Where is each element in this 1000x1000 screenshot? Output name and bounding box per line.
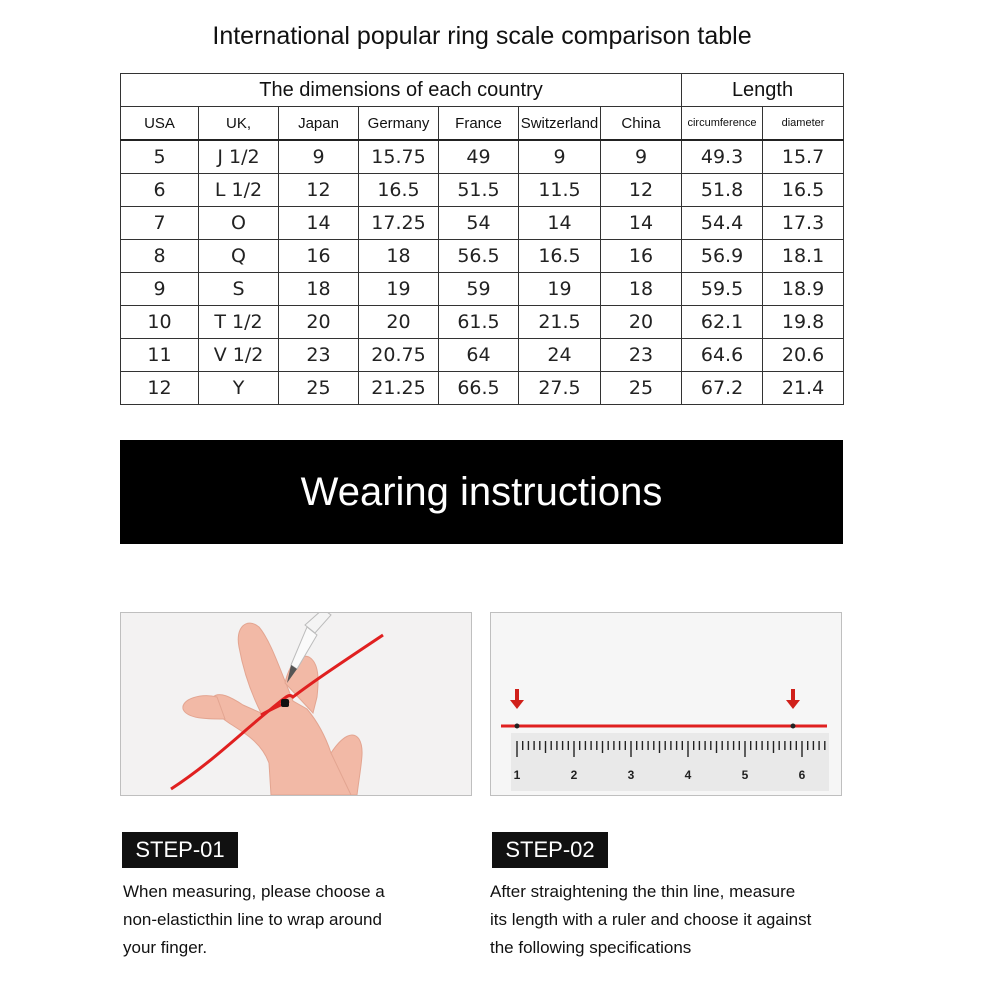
table-cell: 15.7: [763, 140, 844, 174]
table-cell: J 1/2: [199, 140, 279, 174]
table-cell: 16.5: [763, 174, 844, 207]
ruler-number: 5: [741, 768, 749, 782]
table-cell: 64: [439, 339, 519, 372]
table-cell: 54: [439, 207, 519, 240]
table-cell: 12: [601, 174, 682, 207]
table-cell: 9: [519, 140, 601, 174]
table-cell: 12: [121, 372, 199, 405]
table-cell: 20.75: [359, 339, 439, 372]
page-title: International popular ring scale comparison table: [212, 22, 752, 50]
group-header-length: Length: [682, 74, 844, 107]
table-cell: 16: [601, 240, 682, 273]
table-row: [121, 240, 844, 273]
ring-size-table: [120, 73, 844, 405]
step-01-label: STEP-01: [122, 832, 238, 868]
column-header: Japan: [279, 107, 359, 141]
table-cell: 20: [359, 306, 439, 339]
end-arrow-icon: [786, 689, 800, 729]
table-cell: 19: [519, 273, 601, 306]
table-cell: 9: [601, 140, 682, 174]
table-cell: 59: [439, 273, 519, 306]
table-cell: 18.1: [763, 240, 844, 273]
table-cell: 25: [279, 372, 359, 405]
ruler-number: 2: [570, 768, 578, 782]
table-cell: 18: [359, 240, 439, 273]
table-cell: Q: [199, 240, 279, 273]
table-cell: 14: [601, 207, 682, 240]
table-cell: 14: [519, 207, 601, 240]
table-row: [121, 140, 844, 174]
table-cell: O: [199, 207, 279, 240]
table-body: [121, 140, 844, 405]
table-cell: 16.5: [519, 240, 601, 273]
table-cell: 24: [519, 339, 601, 372]
table-cell: 6: [121, 174, 199, 207]
step-01-line: non-elasticthin line to wrap around: [123, 910, 382, 929]
column-header: diameter: [763, 107, 844, 141]
table-cell: 9: [121, 273, 199, 306]
table-cell: V 1/2: [199, 339, 279, 372]
table-cell: 21.4: [763, 372, 844, 405]
table-cell: 5: [121, 140, 199, 174]
column-header: China: [601, 107, 682, 141]
wearing-instructions-banner: Wearing instructions: [120, 440, 843, 544]
column-header: circumference: [682, 107, 763, 141]
table-cell: 19.8: [763, 306, 844, 339]
step-01-line: your finger.: [123, 938, 208, 957]
start-arrow-icon: [510, 689, 524, 729]
step-01-description: [123, 878, 473, 962]
table-cell: 49: [439, 140, 519, 174]
table-cell: 19: [359, 273, 439, 306]
table-cell: 23: [279, 339, 359, 372]
table-cell: 18: [279, 273, 359, 306]
table-cell: 16: [279, 240, 359, 273]
table-cell: 15.75: [359, 140, 439, 174]
step-02-line: its length with a ruler and choose it against: [490, 910, 812, 929]
table-cell: 56.9: [682, 240, 763, 273]
table-cell: 49.3: [682, 140, 763, 174]
table-cell: L 1/2: [199, 174, 279, 207]
table-row: [121, 174, 844, 207]
column-header: Switzerland: [519, 107, 601, 141]
column-header-row: [121, 107, 844, 141]
table-cell: 18.9: [763, 273, 844, 306]
column-header: UK,: [199, 107, 279, 141]
ruler-number: 6: [798, 768, 806, 782]
step-02-label: STEP-02: [492, 832, 608, 868]
table-cell: 12: [279, 174, 359, 207]
group-header-countries: The dimensions of each country: [121, 74, 682, 107]
table-cell: 20: [601, 306, 682, 339]
table-cell: 61.5: [439, 306, 519, 339]
table-cell: 23: [601, 339, 682, 372]
table-cell: 56.5: [439, 240, 519, 273]
table-cell: 21.25: [359, 372, 439, 405]
table-cell: Y: [199, 372, 279, 405]
ruler-measurement-image: [491, 613, 841, 795]
ruler-number: 1: [513, 768, 521, 782]
table-row: [121, 339, 844, 372]
table-cell: 51.5: [439, 174, 519, 207]
table-cell: 54.4: [682, 207, 763, 240]
table-cell: 16.5: [359, 174, 439, 207]
table-cell: 27.5: [519, 372, 601, 405]
table-row: [121, 306, 844, 339]
table-cell: 20.6: [763, 339, 844, 372]
table-cell: 17.25: [359, 207, 439, 240]
table-cell: 9: [279, 140, 359, 174]
column-header: France: [439, 107, 519, 141]
step-02-description: [490, 878, 840, 962]
table-cell: 59.5: [682, 273, 763, 306]
table-cell: S: [199, 273, 279, 306]
table-cell: 8: [121, 240, 199, 273]
table-cell: 66.5: [439, 372, 519, 405]
step-02-line: After straightening the thin line, measure: [490, 882, 796, 901]
table-cell: 18: [601, 273, 682, 306]
column-header: Germany: [359, 107, 439, 141]
table-cell: 21.5: [519, 306, 601, 339]
table-cell: 10: [121, 306, 199, 339]
step-02-line: the following specifications: [490, 938, 692, 957]
ruler-number: 4: [684, 768, 692, 782]
table-cell: 25: [601, 372, 682, 405]
table-row: [121, 207, 844, 240]
step2-illustration: [490, 612, 842, 796]
table-cell: 14: [279, 207, 359, 240]
table-cell: 7: [121, 207, 199, 240]
table-cell: 67.2: [682, 372, 763, 405]
table-cell: T 1/2: [199, 306, 279, 339]
table-cell: 62.1: [682, 306, 763, 339]
ruler-number: 3: [627, 768, 635, 782]
step-01-line: When measuring, please choose a: [123, 882, 385, 901]
table-cell: 11: [121, 339, 199, 372]
table-row: [121, 273, 844, 306]
table-cell: 11.5: [519, 174, 601, 207]
ruler-body: [511, 733, 829, 791]
step1-illustration: [120, 612, 472, 796]
column-header: USA: [121, 107, 199, 141]
hand-measuring-finger-image: [121, 613, 471, 795]
table-cell: 64.6: [682, 339, 763, 372]
table-cell: 17.3: [763, 207, 844, 240]
table-cell: 51.8: [682, 174, 763, 207]
table-row: [121, 372, 844, 405]
table-cell: 20: [279, 306, 359, 339]
